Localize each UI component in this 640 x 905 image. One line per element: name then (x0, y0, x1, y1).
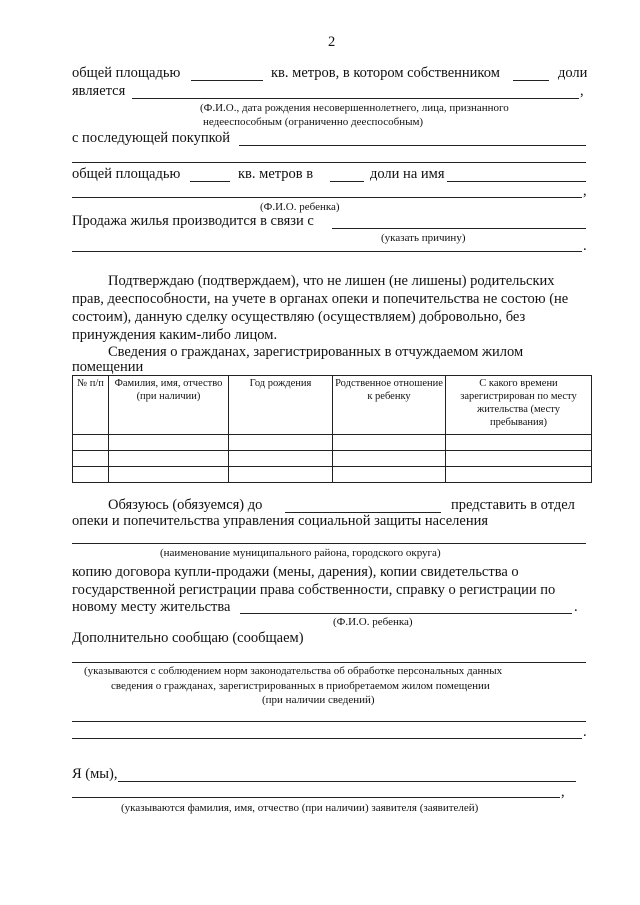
blank-owner-name[interactable] (132, 98, 579, 99)
table-cell[interactable] (109, 435, 229, 451)
table-cell[interactable] (333, 467, 446, 483)
text-total-area-1: общей площадью (72, 65, 181, 81)
oblige-line-5: новому месту жительства (72, 599, 231, 615)
table-cell[interactable] (446, 467, 592, 483)
table-cell[interactable] (73, 435, 109, 451)
header-birth-year: Год рождения (229, 376, 333, 435)
period-1: . (583, 238, 587, 254)
text-sq-meters-owner: кв. метров, в котором собственником (271, 65, 500, 81)
header-number: № п/п (73, 376, 109, 435)
table-row (73, 467, 592, 483)
info-line-1: Сведения о гражданах, зарегистрированных в отчуждаемом жилом (108, 344, 524, 360)
oblige-line-4: государственной регистрации права собственности, справку о регистрации по (72, 582, 556, 598)
period-2: . (574, 599, 578, 615)
table-cell[interactable] (229, 451, 333, 467)
text-total-area-2: общей площадью (72, 166, 181, 182)
blank-area-2[interactable] (190, 181, 230, 182)
text-share-name: доли на имя (370, 166, 445, 182)
confirm-line-3: состоим), данную сделку осуществляю (осуществляем) добровольно, без (72, 309, 526, 325)
blank-area-1[interactable] (191, 80, 263, 81)
blank-extra-1[interactable] (72, 662, 586, 663)
confirm-line-1: Подтверждаю (подтверждаем), что не лишен (не лишены) родительских (108, 273, 555, 289)
blank-child-name-3[interactable] (240, 613, 572, 614)
table-header-row (73, 376, 592, 435)
note-municipality: (наименование муниципального района, городского округа) (160, 547, 441, 559)
comma-3: , (561, 784, 565, 800)
oblige-text-2: представить в отдел (451, 497, 575, 513)
period-3: . (583, 724, 587, 740)
table-cell[interactable] (229, 467, 333, 483)
comma-1: , (580, 83, 584, 99)
table-cell[interactable] (446, 435, 592, 451)
blank-purchase-2[interactable] (72, 162, 586, 163)
blank-extra-2[interactable] (72, 721, 586, 722)
note-reason: (указать причину) (381, 232, 466, 244)
signer-label: Я (мы), (72, 766, 118, 782)
note-owner-2: недееспособным (ограниченно дееспособным) (203, 116, 424, 128)
info-line-2: помещении (72, 359, 144, 375)
blank-child-name-1[interactable] (447, 181, 586, 182)
blank-municipality[interactable] (72, 543, 586, 544)
blank-share-1[interactable] (513, 80, 549, 81)
blank-reason-1[interactable] (332, 228, 586, 229)
note-extra-1: (указываются с соблюдением норм законодательства об обработке персональных данных (84, 665, 503, 677)
confirm-line-4: принуждения каким-либо лицом. (72, 327, 278, 343)
blank-purchase-1[interactable] (239, 145, 586, 146)
note-extra-2: сведения о гражданах, зарегистрированных в приобретаемом жилом помещении (111, 680, 490, 692)
table-cell[interactable] (109, 451, 229, 467)
note-child-1: (Ф.И.О. ребенка) (260, 201, 340, 213)
page-number: 2 (328, 34, 336, 50)
oblige-text-1: Обязуюсь (обязуемся) до (108, 497, 263, 513)
header-registered-since: С какого времени зарегистрирован по месту жительства (месту пребывания) (446, 376, 592, 435)
text-sale-reason: Продажа жилья производится в связи с (72, 213, 314, 229)
extra-line-1: Дополнительно сообщаю (сообщаем) (72, 630, 304, 646)
header-relation: Родственное отношение к ребенку (333, 376, 446, 435)
text-share-1: доли (558, 65, 588, 81)
blank-reason-2[interactable] (72, 251, 582, 252)
header-full-name: Фамилия, имя, отчество (при наличии) (109, 376, 229, 435)
table-cell[interactable] (333, 451, 446, 467)
table-cell[interactable] (73, 451, 109, 467)
oblige-line-2: опеки и попечительства управления социальной защиты населения (72, 513, 489, 529)
registered-citizens-table (72, 375, 592, 483)
text-subsequent-purchase: с последующей покупкой (72, 130, 230, 146)
table-cell[interactable] (73, 467, 109, 483)
text-is: является (72, 83, 126, 99)
blank-child-name-2[interactable] (72, 197, 582, 198)
note-extra-3: (при наличии сведений) (262, 694, 375, 706)
oblige-line-3: копию договора купли-продажи (мены, дарения), копии свидетельства о (72, 564, 519, 580)
table-cell[interactable] (446, 451, 592, 467)
blank-signer-1[interactable] (118, 781, 576, 782)
confirm-line-2: прав, дееспособности, на учете в органах опеки и попечительства не состою (не (72, 291, 569, 307)
table-row (73, 435, 592, 451)
table-cell[interactable] (109, 467, 229, 483)
table-cell[interactable] (333, 435, 446, 451)
text-sq-meters-in: кв. метров в (238, 166, 314, 182)
blank-extra-3[interactable] (72, 738, 582, 739)
blank-share-2[interactable] (330, 181, 364, 182)
note-owner-1: (Ф.И.О., дата рождения несовершеннолетнего, лица, признанного (200, 102, 509, 114)
comma-2: , (583, 183, 587, 199)
table-row (73, 451, 592, 467)
note-child-2: (Ф.И.О. ребенка) (333, 616, 413, 628)
note-signer: (указываются фамилия, имя, отчество (при наличии) заявителя (заявителей) (121, 802, 479, 814)
blank-signer-2[interactable] (72, 797, 560, 798)
table-cell[interactable] (229, 435, 333, 451)
